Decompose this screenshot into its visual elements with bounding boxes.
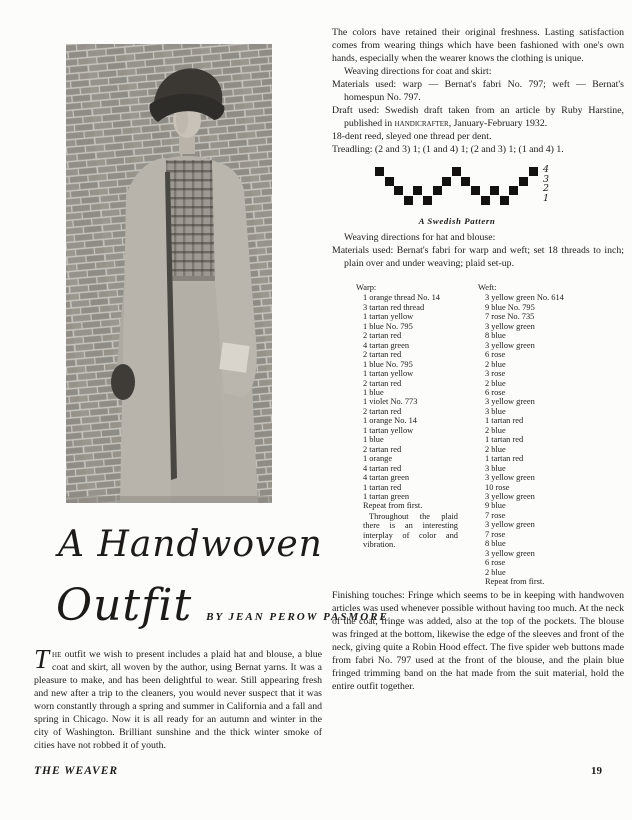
list-item: 1 blue No. 795 [363, 359, 413, 369]
list-item: 1 orange No. 14 [363, 416, 417, 426]
treadling-line: Treadling: (2 and 3) 1; (1 and 4) 1; (2 and 3) 1; (1 and 4) 1. [332, 144, 564, 155]
page-number: 19 [591, 765, 602, 777]
weft-label: Weft: [478, 283, 497, 292]
coat-skirt-draft [332, 104, 624, 130]
list-item: 4 tartan red [363, 463, 402, 473]
reed-line: 18-dent reed, sleyed one thread per dent. [332, 131, 492, 142]
hat-blouse-heading: Weaving directions for hat and blouse: [344, 232, 496, 243]
list-item: 9 blue No. 795 [485, 302, 535, 312]
pattern-cell [509, 186, 518, 195]
pattern-cell [519, 177, 528, 186]
list-item: 1 orange [363, 454, 393, 464]
list-item: 1 [543, 192, 550, 204]
handicrafter-smallcaps: handicrafter [394, 118, 449, 129]
list-item: 2 blue [485, 359, 506, 369]
pattern-cell [452, 167, 461, 176]
pattern-cell [500, 196, 509, 205]
warp-list [356, 293, 466, 510]
list-item: 1 blue No. 795 [363, 321, 413, 331]
list-item: 2 tartan red [363, 350, 402, 360]
list-item: 6 rose [485, 387, 506, 397]
list-item: 2 blue [485, 444, 506, 454]
pattern-cell [442, 177, 451, 186]
list-item: 3 yellow green [485, 397, 535, 407]
list-item: 3 rose [485, 369, 506, 379]
draft-text-post: , January-February 1932. [448, 118, 548, 129]
drop-cap: T [34, 644, 50, 674]
warp-label: Warp: [356, 283, 377, 292]
list-item: Repeat from first. [363, 501, 423, 511]
pattern-cell [481, 196, 490, 205]
list-item: 3 blue [485, 406, 506, 416]
list-item: 1 tartan yellow [363, 312, 414, 322]
article-title-line1: A Handwoven [58, 524, 323, 565]
article-title-line2: Outfit [56, 580, 193, 631]
list-item: 3 yellow green No. 614 [485, 293, 564, 303]
list-item: 8 blue [485, 331, 506, 341]
pattern-cell [433, 186, 442, 195]
pattern-row-labels [543, 165, 549, 203]
list-item: 6 rose [485, 558, 506, 568]
pattern-caption: A Swedish Pattern [418, 216, 496, 226]
list-item: 7 rose [485, 529, 506, 539]
list-item: 4 tartan green [363, 340, 410, 350]
lead-paragraph [34, 644, 322, 752]
list-item: 3 yellow green [485, 548, 535, 558]
list-item: 3 blue [485, 463, 506, 473]
list-item: 7 rose No. 735 [485, 312, 535, 322]
list-item: 2 blue [485, 378, 506, 388]
list-item: 7 rose [485, 510, 506, 520]
list-item: 3 yellow green [485, 491, 535, 501]
list-item: 1 violet No. 773 [363, 397, 418, 407]
list-item: 4 [543, 164, 550, 175]
byline: BY JEAN PEROW PASMORE [206, 611, 389, 623]
pattern-cell [413, 186, 422, 195]
list-item: 6 rose [485, 350, 506, 360]
draft-text-pre: Draft used: Swedish draft taken from an article by Ruby Harstine, published in [332, 105, 624, 129]
swedish-pattern-grid [375, 167, 539, 206]
list-item: 3 yellow green [485, 321, 535, 331]
photo-illustration [66, 44, 272, 503]
list-item: 2 tartan red [363, 406, 402, 416]
list-item: 1 tartan yellow [363, 369, 414, 379]
pattern-cell [375, 167, 384, 176]
list-item: Repeat from first. [485, 577, 545, 587]
list-item: 3 [543, 173, 550, 185]
list-item: 2 blue [485, 425, 506, 435]
weft-column [478, 283, 598, 587]
list-item: 1 tartan red [363, 482, 402, 492]
list-item: 3 yellow green [485, 520, 535, 530]
list-item: 1 blue [363, 387, 384, 397]
photo-woman-outfit [66, 44, 272, 503]
lead-paragraph-text: outfit we wish to present includes a plaid hat and blouse, a blue coat and skirt, all woven by the author, using Bernat yarns. It was a pleasure to make, and has been delightful to wear. Still appearing fresh and new after a trip to the cleaners, you would never suspect that it was worn constantly through a spring and summer in California and a fall and spring in Chicago. Now it is all ready for an autumn and winter in the city of Washington. Brilliant sunshine and the thick winter smoke of cities have not robbed it of youth. [34, 649, 322, 751]
swedish-pattern-diagram [332, 164, 624, 231]
list-item: 3 tartan red thread [363, 302, 425, 312]
warp-note: Throughout the plaid there is an interesting interplay of color and vibration. [363, 511, 458, 550]
list-item: 2 tartan red [363, 331, 402, 341]
list-item: 8 blue [485, 539, 506, 549]
pattern-cell [490, 186, 499, 195]
list-item: 2 tartan red [363, 378, 402, 388]
journal-name: THE WEAVER [34, 765, 119, 777]
list-item: 2 [543, 183, 550, 195]
list-item: 3 yellow green [485, 473, 535, 483]
right-column [332, 26, 624, 693]
list-item: 2 blue [485, 567, 506, 577]
pattern-cell [404, 196, 413, 205]
list-item: 10 rose [485, 482, 510, 492]
list-item: 1 blue [363, 435, 384, 445]
list-item: 4 tartan green [363, 473, 410, 483]
list-item: 1 tartan green [363, 491, 410, 501]
pattern-cell [423, 196, 432, 205]
list-item: 1 tartan red [485, 435, 524, 445]
finishing-paragraph: Finishing touches: Fringe which seems to be in keeping with handwoven articles was used whenever possible without having too much. At the neck of the coat, fringe was added, also at the top of the pockets. The blouse was fringed at the bottom, likewise the edge of the sleeves and front of the neck, giving quite a Robin Hood effect. The five spider web buttons made from fabri No. 797 used at the front of the blouse, and the plain blue fringed trimming band on the hat made from the suit material, hold the entire outfit together. [332, 590, 624, 692]
pattern-cell [394, 186, 403, 195]
coat-skirt-heading: Weaving directions for coat and skirt: [344, 66, 492, 77]
list-item: 3 yellow green [485, 340, 535, 350]
lead-smallcaps: he [52, 649, 62, 660]
list-item: 1 orange thread No. 14 [363, 293, 440, 303]
pattern-cell [461, 177, 470, 186]
list-item: 2 tartan red [363, 444, 402, 454]
coat-skirt-materials: Materials used: warp — Bernat's fabri No. 797; weft — Bernat's homespun No. 797. [332, 79, 624, 103]
thread-lists [332, 283, 624, 589]
list-item: 1 tartan yellow [363, 425, 414, 435]
hat-blouse-materials: Materials used: Bernat's fabri for warp and weft; set 18 threads to inch; plain over and under weaving; plaid set-up. [332, 245, 624, 269]
list-item: 9 blue [485, 501, 506, 511]
pattern-cell [385, 177, 394, 186]
weft-list [478, 293, 598, 586]
intro-paragraph: The colors have retained their original freshness. Lasting satisfaction comes from wearing things which have been fashioned with one's own hands, especially when the wearer knows the clothing is unique. [332, 27, 624, 64]
pattern-cell [529, 167, 538, 176]
list-item: 1 tartan red [485, 416, 524, 426]
pattern-cell [471, 186, 480, 195]
list-item: 1 tartan red [485, 454, 524, 464]
warp-column [356, 283, 466, 550]
